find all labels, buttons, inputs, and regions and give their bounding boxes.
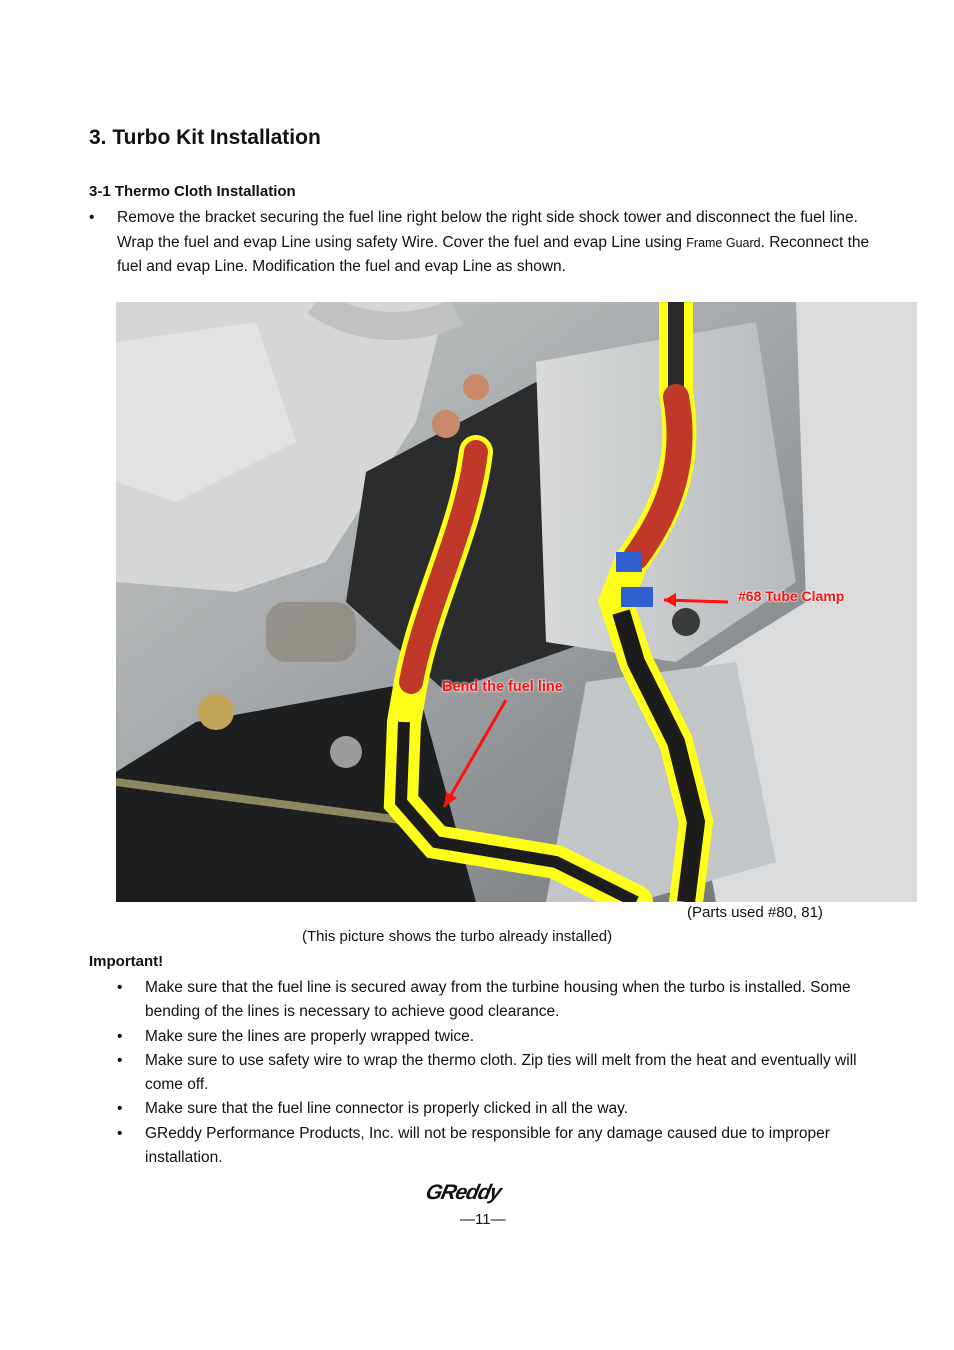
photo-caption: (This picture shows the turbo already installed) [302,928,613,945]
list-item: • GReddy Performance Products, Inc. will not be responsible for any damage caused due to improper installation. [117,1122,857,1171]
page-number: —11— [460,1211,506,1228]
intro-list [89,206,889,280]
important-list [117,976,857,1170]
intro-item [89,206,889,280]
list-item: • Make sure to use safety wire to wrap the thermo cloth. Zip ties will melt from the heat and eventually will come off. [117,1049,857,1098]
list-item: • Make sure the lines are properly wrapped twice. [117,1025,857,1049]
annotation-tube-clamp: #68 Tube Clamp [738,588,845,604]
section-subtitle: 3-1 Thermo Cloth Installation [89,183,296,200]
intro-text-1: Remove the bracket securing the fuel line right below the right side shock tower and disconnect the fuel line. Wrap the fuel and evap Line using safety Wire. Cover the fuel and evap Line using [117,209,858,251]
intro-frame-guard: Frame Guard [686,235,761,250]
page-title: 3. Turbo Kit Installation [89,126,321,149]
greddy-logo: GReddy [423,1181,504,1204]
list-item: • Make sure that the fuel line connector is properly clicked in all the way. [117,1097,857,1121]
list-item: • Make sure that the fuel line is secured away from the turbine housing when the turbo is installed. Some bending of the lines is necessary to achieve good clearance. [117,976,857,1025]
intro-text-2: . Reconnect the fuel and evap Line. Modification the fuel and evap Line as shown. [117,233,870,275]
parts-used-note: (Parts used #80, 81) [687,904,823,921]
important-heading: Important! [89,953,164,970]
annotation-bend-fuel-line: Bend the fuel line [442,679,563,695]
